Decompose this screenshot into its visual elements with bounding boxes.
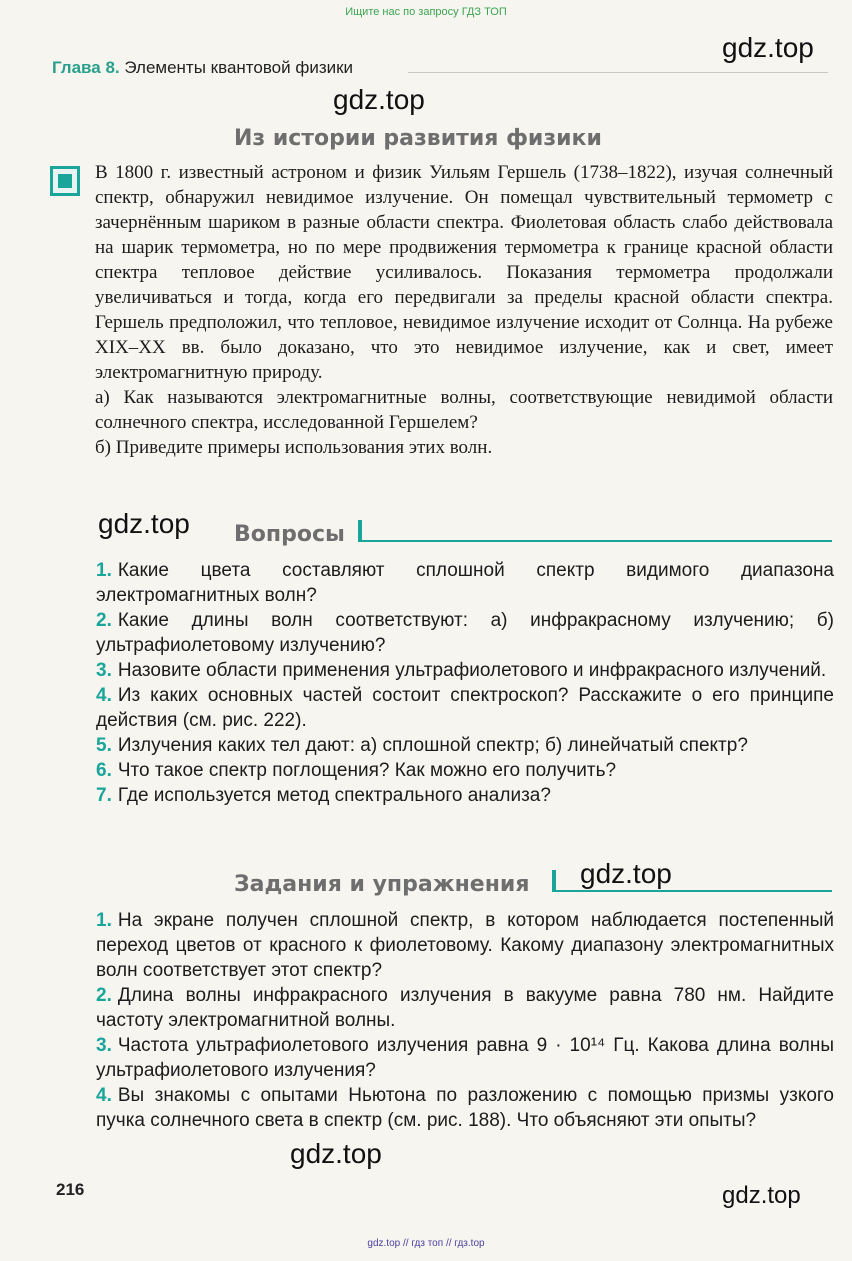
watermark-1: gdz.top: [722, 32, 814, 63]
watermark-4: gdz.top: [580, 858, 672, 889]
list-item: 7. Где используется метод спектрального анализа?: [96, 785, 551, 806]
page-number: 216: [56, 1180, 85, 1199]
questions-list: [96, 558, 834, 808]
top-banner: Ищите нас по запросу ГДЗ ТОП: [345, 6, 507, 18]
watermark-3: gdz.top: [98, 508, 190, 539]
chapter-rule: [408, 72, 828, 73]
history-text: [95, 160, 833, 460]
tasks-title-bar: [552, 870, 556, 892]
history-icon: [50, 166, 80, 196]
tasks-title: Задания и упражнения: [234, 872, 530, 897]
history-title: Из истории развития физики: [234, 126, 602, 151]
watermark-6: gdz.top: [722, 1182, 801, 1209]
list-item: 3. Назовите области применения ультрафиолетового и инфракрасного излучений.: [96, 660, 827, 681]
list-item: 5. Излучения каких тел дают: а) сплошной спектр; б) линейчатый спектр?: [96, 735, 748, 756]
chapter-title: Элементы квантовой физики: [124, 58, 354, 77]
chapter-number: Глава 8.: [52, 58, 120, 77]
list-item: 4. Вы знакомы с опытами Ньютона по разложению с помощью призмы узкого пучка солнечного света в спектр (см. рис. 188). Что объясняют эти опыты?: [96, 1085, 834, 1131]
list-item: 2. Какие длины волн соответствуют: а) инфракрасному излучению; б) ультрафиолетовому излучению?: [96, 610, 834, 656]
list-item: 3. Частота ультрафиолетового излучения равна 9 · 10¹⁴ Гц. Какова длина волны ультрафиолетового излучения?: [96, 1035, 834, 1081]
watermark-5: gdz.top: [290, 1138, 382, 1169]
history-paragraph: В 1800 г. известный астроном и физик Уильям Гершель (1738–1822), изучая солнечный спектр, обнаружил невидимое излучение. Он помещал чувствительный термометр с зачернённым шариком в разные области спектра. Фиолетовая область слабо действовала на шарик термометра, но по мере продвижения термометра к границе красной области спектра тепловое действие усиливалось. Показания термометра продолжали увеличиваться и тогда, когда его передвигали за пределы красной области спектра. Гершель предположил, что тепловое, невидимое излучение исходит от Солнца. На рубеже XIX–XX вв. было доказано, что это невидимое излучение, как и свет, имеет электромагнитную природу.: [95, 162, 833, 383]
questions-title: Вопросы: [234, 522, 345, 547]
list-item: 1. На экране получен сплошной спектр, в котором наблюдается постепенный переход цветов от красного к фиолетовому. Какому диапазону электромагнитных волн соответствует этот спектр?: [96, 910, 834, 981]
questions-title-bar: [358, 520, 362, 542]
list-item: 2. Длина волны инфракрасного излучения в вакууме равна 780 нм. Найдите частоту электромагнитной волны.: [96, 985, 834, 1031]
list-item: 4. Из каких основных частей состоит спектроскоп? Расскажите о его принципе действия (см. рис. 222).: [96, 685, 834, 731]
history-question-b: б) Приведите примеры использования этих волн.: [95, 437, 493, 458]
history-question-a: а) Как называются электромагнитные волны, соответствующие невидимой области солнечного спектра, исследованной Гершелем?: [95, 387, 833, 433]
watermark-2: gdz.top: [333, 84, 425, 115]
list-item: 6. Что такое спектр поглощения? Как можно его получить?: [96, 760, 617, 781]
tasks-list: [96, 908, 834, 1133]
bottom-banner: gdz.top // гдз топ // гдз.top: [367, 1238, 485, 1249]
list-item: 1. Какие цвета составляют сплошной спектр видимого диапазона электромагнитных волн?: [96, 560, 834, 606]
chapter-heading: [52, 58, 353, 78]
questions-title-line: [358, 540, 832, 542]
tasks-title-line: [552, 890, 832, 892]
